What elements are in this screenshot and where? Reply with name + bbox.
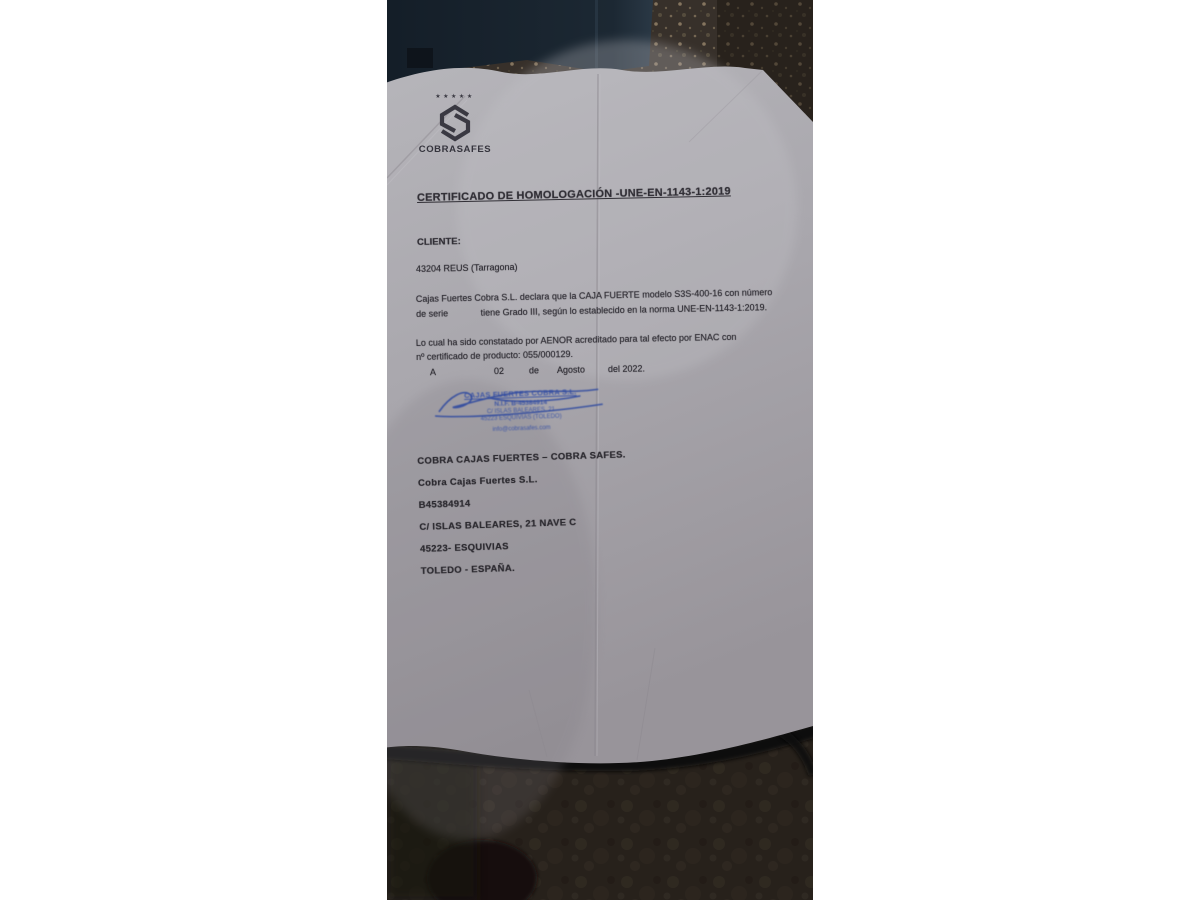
- footer-company-line: COBRA CAJAS FUERTES – COBRA SAFES.: [417, 449, 626, 467]
- stamp-address-1: C/ ISLAS BALEARES, 21: [486, 406, 556, 415]
- stamp-address-2: 45223 ESQUIVIAS (TOLEDO): [480, 413, 562, 423]
- signature-icon: [430, 380, 611, 422]
- client-city: 43204 REUS (Tarragona): [415, 261, 518, 274]
- logo-stars-icon: ★★★★★: [435, 94, 475, 100]
- date-month: Agosto: [556, 364, 586, 376]
- letterbox-left: [0, 0, 387, 900]
- cobrasafes-monogram-icon: [435, 102, 475, 144]
- client-label: CLIENTE:: [416, 236, 461, 248]
- declaration-paragraph: [416, 284, 809, 322]
- footer-legal-name: Cobra Cajas Fuertes S.L.: [417, 474, 538, 489]
- logo-brand-text: COBRASAFES: [418, 144, 492, 155]
- date-de: de: [528, 365, 540, 376]
- footer-postal-town: 45223- ESQUIVIAS: [419, 541, 509, 555]
- stamp-company: CAJAS FUERTES COBRA S.L.: [463, 387, 577, 400]
- verification-line-2: nº certificado de producto: 055/000129.: [416, 348, 574, 362]
- document-photo: [387, 0, 813, 900]
- verification-line-1: Lo cual ha sido constatado por AENOR acreditado para tal efecto por ENAC con: [415, 331, 737, 349]
- footer-block: [417, 444, 630, 582]
- date-day: 02: [493, 365, 505, 377]
- declaration-line-1: Cajas Fuertes Cobra S.L. declara que la CAJA FUERTE modelo S3S-400-16 con número: [415, 287, 773, 305]
- declaration-line-2: de serie tiene Grado III, según lo establecido en la norma UNE-EN-1143-1:2019.: [416, 302, 768, 319]
- letterbox-right: [813, 0, 1200, 900]
- stamp-nif: N.I.F. B-45384914: [494, 399, 548, 408]
- date-year: del 2022.: [607, 363, 646, 375]
- certificate-title: CERTIFICADO DE HOMOLOGACIÓN -UNE-EN-1143-1:2019: [416, 185, 731, 204]
- date-line: [387, 361, 787, 382]
- verification-paragraph: [416, 328, 808, 364]
- footer-tax-id: B45384914: [418, 498, 471, 511]
- date-prefix: A: [429, 367, 437, 378]
- stamp-web: info@cobrasafes.com: [492, 424, 551, 433]
- certificate-document: [387, 0, 813, 900]
- footer-province-country: TOLEDO - ESPAÑA.: [420, 562, 516, 577]
- footer-street: C/ ISLAS BALEARES, 21 NAVE C: [419, 517, 577, 533]
- cobrasafes-logo: [413, 94, 497, 155]
- company-stamp: [434, 386, 607, 436]
